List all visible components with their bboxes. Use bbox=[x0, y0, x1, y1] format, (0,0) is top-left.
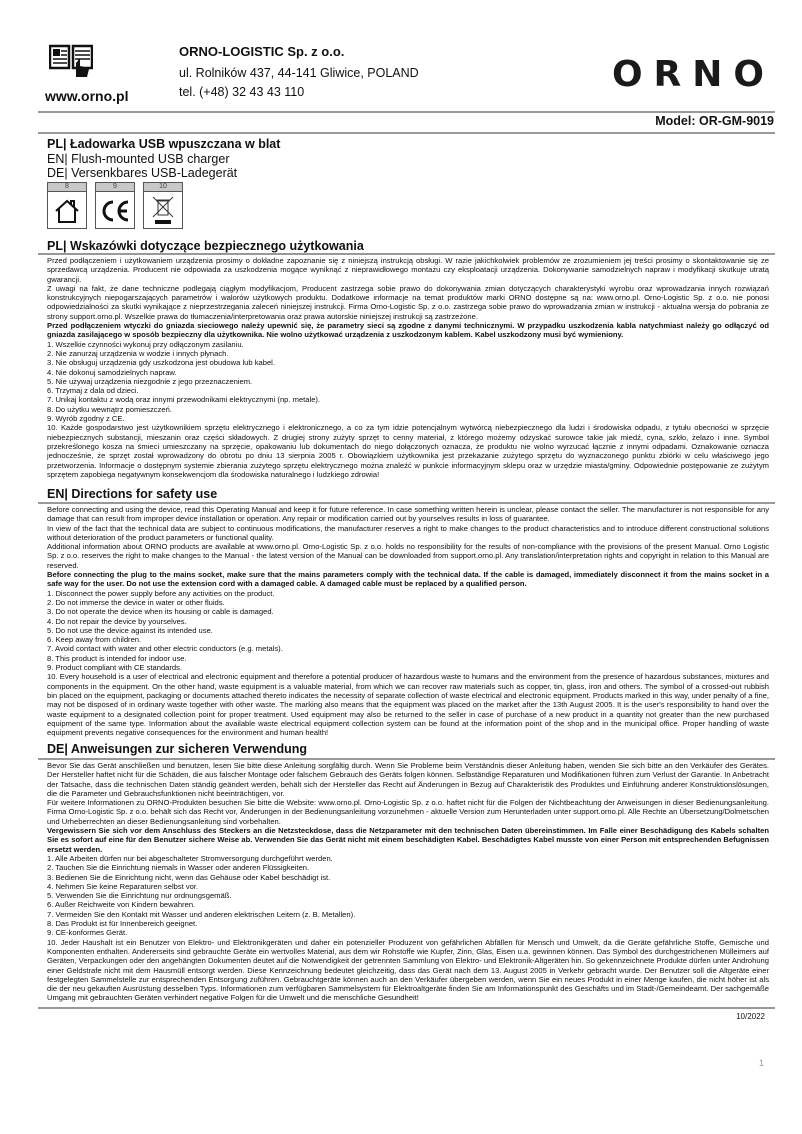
symbol-number: 10 bbox=[144, 183, 182, 192]
product-title-en: EN| Flush-mounted USB charger bbox=[47, 152, 230, 166]
product-title-de: DE| Versenkbares USB-Ladegerät bbox=[47, 166, 238, 180]
section-body-pl bbox=[47, 256, 769, 479]
list-item: 2. Nie zanurzaj urządzenia w wodzie i innych płynach. bbox=[47, 348, 229, 358]
list-item: 6. Trzymaj z dala od dzieci. bbox=[47, 386, 139, 396]
symbol-box bbox=[143, 182, 183, 229]
symbol-box bbox=[95, 182, 135, 229]
orno-logo: ORNO bbox=[611, 54, 775, 95]
list-item: 7. Avoid contact with water and other electric conductors (e.g. metals). bbox=[47, 644, 283, 654]
section-divider bbox=[38, 502, 775, 504]
list-item: 4. Do not repair the device by yourselves. bbox=[47, 616, 187, 626]
section-heading-de: DE| Anweisungen zur sicheren Verwendung bbox=[47, 742, 308, 756]
company-address: ul. Rolników 437, 44-141 Gliwice, POLAND bbox=[179, 66, 419, 80]
symbol-row bbox=[47, 182, 183, 229]
paragraph: Przed podłączeniem i użytkowaniem urządzenia prosimy o dokładne zapoznanie się z niniejszą instrukcją obsługi. W razie jakichkolwiek problemów ze zrozumieniem jej treści prosimy o skontaktowanie się ze sprzedawcą urządzenia. Producent nie odpowiada za uszkodzenia mogące wyniknąć z nieprawidłowego montażu czy eksploatacji urządzenia. Dokonywanie samodzielnych napraw i modyfikacji skutkuje utratą gwarancji. bbox=[47, 256, 769, 284]
company-name: ORNO-LOGISTIC Sp. z o.o. bbox=[179, 44, 345, 59]
paragraph: Before connecting and using the device, read this Operating Manual and keep it for future reference. In case something written herein is unclear, please contact the seller. The manufacturer is not responsible for any damage that can result from improper device installation or operation. Any repair or modification carried out by yourselves results in loss of guarantee. bbox=[47, 505, 769, 524]
list-item: 9. CE-konformes Gerät. bbox=[47, 928, 128, 938]
list-item: 1. Disconnect the power supply before any activities on the product. bbox=[47, 588, 275, 598]
list-item: 9. Wyrób zgodny z CE. bbox=[47, 414, 125, 424]
paragraph: Bevor Sie das Gerät anschließen und benutzen, lesen Sie bitte diese Anleitung sorgfältig durch. Wenn Sie Probleme beim Verständnis dieser Anleitung haben, wenden Sie sich bitte an den Verkäufer des Gerätes. Der Hersteller haftet nicht für die Schäden, die aus falscher Montage oder falschem Gebrauch des Geräts folgen können. Selbständige Reparaturen und Modifikationen führen zum Verlust der Garantie. In Anbetracht der Tatsache, dass die technischen Daten ständig geändert werden, behält sich der Hersteller das Recht auf Änderungen in Bezug auf Charakteristik des Produktes und Einführung anderer Konstruktionslösungen, die die Parameter und Gebrauchsfunktionen nicht beeinträchtigen, vor. bbox=[47, 761, 769, 798]
revision-date: 10/2022 bbox=[736, 1012, 765, 1021]
paragraph: Für weitere Informationen zu ORNO-Produkten besuchen Sie bitte die Website: www.orno.pl. Orno-Logistic Sp. z o.o. haftet nicht für die Folgen der Nichtbeachtung der Anweisungen in dieser Bedienungsanleitung. Firma Orno-Logistic Sp. z o.o. behält sich das Recht vor, Änderungen in der Bedienungsanleitung vorzunehmen - aktuelle Version zum Herunterladen unter support.orno.pl. Alle Rechte an Übersetzung/Dolmetschen und Urheberrechten an dieser Bedienungsanleitung sind vorbehalten. bbox=[47, 798, 769, 826]
house-icon bbox=[53, 198, 81, 224]
list-item: 3. Nie obsługuj urządzenia gdy uszkodzona jest obudowa lub kabel. bbox=[47, 358, 275, 368]
model-divider bbox=[38, 132, 775, 134]
list-item: 3. Do not operate the device when its housing or cable is damaged. bbox=[47, 607, 274, 617]
section-body-en bbox=[47, 505, 769, 737]
ce-mark-icon bbox=[99, 198, 131, 224]
product-title-pl: PL| Ładowarka USB wpuszczana w blat bbox=[47, 137, 281, 151]
list-item: 10. Every household is a user of electrical and electronic equipment and therefore a potential producer of hazardous waste to humans and the environment from the presence of hazardous substances, mixtures and components in the equipment. On the other hand, waste equipment is a valuable material, from which we can recover raw materials such as copper, tin, glass, iron and others. The symbol of a crossed-out rubbish bin placed on the equipment, packaging or documents attached thereto indicates the necessity of separate collection of waste electrical and electronic equipment. Products marked in this way, under penalty of a fine, may not be disposed of in ordinary waste together with other waste. The marking also means that the equipment was placed on the market after the 13th August 2005. It is the user's responsibility to hand over the waste equipment to a designated collection point for proper treatment. Used equipment may also be returned to the seller in case of purchase of a new product in a quantity not greater than the new purchased equipment of the same type. Information about the available waste electrical equipment collection system can be found at the information point of the shop and in the municipal office. Proper handling of waste equipment prevents negative consequences for the environment and human health! bbox=[47, 672, 769, 738]
list-item: 7. Unikaj kontaktu z wodą oraz innymi przewodnikami elektrycznymi (np. metale). bbox=[47, 395, 321, 405]
section-divider bbox=[38, 253, 775, 255]
list-item: 10. Każde gospodarstwo jest użytkownikiem sprzętu elektrycznego i elektronicznego, a co za tym idzie potencjalnym wytwórcą niebezpiecznego dla ludzi i środowiska odpadu, z tytułu obecności w sprzęcie niebezpiecznych substancji, mieszanin oraz części składowych. Z drugiej strony zużyty sprzęt to cenny materiał, z którego możemy odzyskać surowce takie jak miedź, cyna, szkło, żelazo i inne. Symbol przekreślonego kosza na śmieci umieszczany na sprzęcie, opakowaniu lub dokumentach do niego dołączonych oznacza, że produktu nie wolno wyrzucać łącznie z innymi odpadami. Oznakowanie oznacza jednocześnie, że sprzęt został wprowadzony do obrotu po dniu 13 sierpnia 2005 r. Obowiązkiem użytkownika jest przekazanie zużytego sprzętu do wyznaczonego punktu zbiórki w celu właściwego jego przetworzenia. Informacje o dostępnym systemie zbierania zużytego sprzętu elektrycznego można znaleźć w punkcie informacyjnym sklepu oraz w urzędzie miasta/gminy. Odpowiednie postępowanie ze zużytym sprzętem zapobiega negatywnym konsekwencjom dla środowiska naturalnego i ludzkiego zdrowia! bbox=[47, 423, 769, 479]
section-divider bbox=[38, 758, 775, 760]
list-item: 4. Nie dokonuj samodzielnych napraw. bbox=[47, 367, 177, 377]
list-item: 1. Alle Arbeiten dürfen nur bei abgeschalteter Stromversorgung durchgeführt werden. bbox=[47, 853, 333, 863]
list-item: 5. Do not use the device against its intended use. bbox=[47, 625, 213, 635]
list-item: 9. Product compliant with CE standards. bbox=[47, 663, 183, 673]
list-item: 6. Keep away from children. bbox=[47, 635, 142, 645]
footer-divider bbox=[38, 1007, 775, 1009]
warning-paragraph: Vergewissern Sie sich vor dem Anschluss des Steckers an die Netzsteckdose, dass die Netzparameter mit den technischen Daten übereinstimmen. Im Falle einer Beschädigung des Kabels schalten Sie es sofort auf eine für den Benutzer sichere Weise ab. Verwenden Sie das Gerät nicht mit einem beschädigten Kabel. Beschädigtes Kabel musste von einer Person mit entsprechenden Befugnissen ersetzt werden. bbox=[47, 826, 769, 854]
website-link[interactable]: www.orno.pl bbox=[45, 88, 129, 104]
list-item: 5. Verwenden Sie die Einrichtung nur ordnungsgemäß. bbox=[47, 891, 232, 901]
list-item: 4. Nehmen Sie keine Reparaturen selbst vor. bbox=[47, 881, 199, 891]
warning-paragraph: Przed podłączeniem wtyczki do gniazda sieciowego należy upewnić się, że parametry sieci są zgodne z danymi technicznymi. W przypadku uszkodzenia kabla natychmiast należy go odłączyć od gniazda zasilającego w sposób bezpieczny dla użytkownika. Nie wolno użytkować urządzenia z uszkodzonym kablem. Kabel uszkodzony musi być wymieniony. bbox=[47, 321, 769, 340]
list-item: 8. Do użytku wewnątrz pomieszczeń. bbox=[47, 404, 172, 414]
list-item: 5. Nie używaj urządzenia niezgodnie z jego przeznaczeniem. bbox=[47, 376, 253, 386]
section-heading-en: EN| Directions for safety use bbox=[47, 487, 218, 501]
list-item: 8. This product is intended for indoor use. bbox=[47, 653, 187, 663]
page-number: 1 bbox=[758, 1058, 764, 1068]
manual-book-icon bbox=[49, 43, 93, 81]
list-item: 2. Tauchen Sie die Einrichtung niemals in Wasser oder anderen Flüssigkeiten. bbox=[47, 863, 310, 873]
model-number: Model: OR-GM-9019 bbox=[655, 114, 774, 128]
company-phone: tel. (+48) 32 43 43 110 bbox=[179, 85, 305, 99]
symbol-number: 9 bbox=[96, 183, 134, 192]
header-divider bbox=[38, 111, 775, 113]
paragraph: Additional information about ORNO products are available at www.orno.pl. Orno-Logistic Sp. z o.o. holds no responsibility for the results of non-compliance with the provisions of the present Manual. Orno Logistic Sp. z o.o. reserves the right to make changes to the Manual - the latest version of the Manual can be downloaded from support.orno.pl. Any translation/interpretation rights and copyright in relation to this Manual are reserved. bbox=[47, 542, 769, 570]
crossed-bin-icon bbox=[150, 195, 176, 227]
section-body-de bbox=[47, 761, 769, 1003]
symbol-box bbox=[47, 182, 87, 229]
list-item: 3. Bedienen Sie die Einrichtung nicht, wenn das Gehäuse oder Kabel beschädigt ist. bbox=[47, 872, 331, 882]
warning-paragraph: Before connecting the plug to the mains socket, make sure that the mains parameters comply with the technical data. If the cable is damaged, immediately disconnect it from the mains socket in a safe way for the user. Do not use the extension cord with a damaged cable. A damaged cable must be replaced by a qualified person. bbox=[47, 570, 769, 589]
paragraph: In view of the fact that the technical data are subject to continuous modifications, the manufacturer reserves a right to make changes to the product characteristics and to introduce different constructional solutions without deterioration of the product parameters or functional quality. bbox=[47, 523, 769, 542]
list-item: 2. Do not immerse the device in water or other fluids. bbox=[47, 597, 225, 607]
list-item: 7. Vermeiden Sie den Kontakt mit Wasser und anderen elektrischen Leitern (z. B. Metallen). bbox=[47, 909, 356, 919]
list-item: 10. Jeder Haushalt ist ein Benutzer von Elektro- und Elektronikgeräten und daher ein potenzieller Produzent von gefährlichen Abfällen für Mensch und Umwelt, da die Geräte gefährliche Stoffe, Gemische und Komponenten enthalten. Andererseits sind gebrauchte Geräte ein wertvolles Material, aus dem wir Rohstoffe wie Kupfer, Zinn, Glas, Eisen u.a. gewinnen können. Das Symbol des durchgestrichenen Mülleimers auf Geräten, Verpackungen oder den angehängten Dokumenten deutet auf die Notwendigkeit der getrennten Sammlung von Elektro- und Elektronik-Altgeräten hin. So gekennzeichnete Produkte dürfen unter Androhung einer Geldstrafe nicht mit dem Hausmüll entsorgt werden. Diese Kennzeichnung bedeutet gleichzeitig, dass das Gerät nach dem 13. August 2005 in Verkehr gebracht wurde. Der Benutzer soll die Altgeräte einer festgelegten Sammelstelle zur entsprechenden Entsorgung zuführen. Gebrauchtgeräte können auch an den Verkäufer übergeben werden, wenn Sie ein neues Produkt in einer Menge kaufen, die nicht höher ist als die der neu gekauften Ausrüstung desselben Typs. Informationen zum verfügbaren Sammelsystem für Elektroaltgeräte finden Sie am Informationspunkt des Geschäfts und im Stadt-/Gemeindeamt. Der sachgemäße Umgang mit gebrauchten Geräten verhindert negative Folgen für die Umwelt und die menschliche Gesundheit! bbox=[47, 937, 769, 1003]
list-item: 6. Außer Reichweite von Kindern bewahren. bbox=[47, 900, 196, 910]
paragraph: Z uwagi na fakt, że dane techniczne podlegają ciągłym modyfikacjom, Producent zastrzega sobie prawo do dokonywania zmian dotyczących charakterystyki wyrobu oraz wprowadzania innych rozwiązań konstrukcyjnych niepogarszających parametrów i walorów użytkowych produktu. Dodatkowe informacje na temat produktów marki ORNO dostępne są na: www.orno.pl. Orno-Logistic Sp. z o.o. nie ponosi odpowiedzialności za skutki wynikające z nieprzestrzegania zaleceń niniejszej instrukcji. Firma Orno-Logistic Sp. z o.o. zastrzega sobie prawo do wprowadzania zmian w instrukcji - aktualna wersja do pobrania ze strony support.orno.pl. Wszelkie prawa do tłumaczenia/interpretowania oraz prawa autorskie niniejszej instrukcji są zastrzeżone. bbox=[47, 283, 769, 321]
document-header bbox=[45, 40, 775, 110]
section-heading-pl: PL| Wskazówki dotyczące bezpiecznego użytkowania bbox=[47, 239, 364, 253]
list-item: 8. Das Produkt ist für Innenbereich geeignet. bbox=[47, 919, 198, 929]
list-item: 1. Wszelkie czynności wykonuj przy odłączonym zasilaniu. bbox=[47, 339, 244, 349]
symbol-number: 8 bbox=[48, 183, 86, 192]
